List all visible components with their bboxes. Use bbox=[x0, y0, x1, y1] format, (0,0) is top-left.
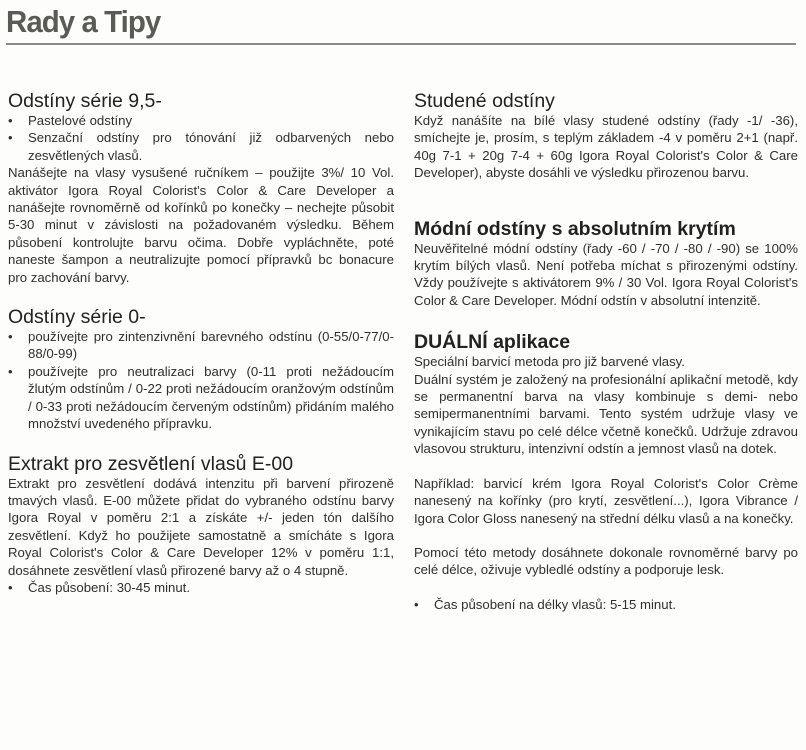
section-heading: Módní odstíny s absolutním krytím bbox=[414, 217, 736, 240]
section-heading: Studené odstíny bbox=[414, 90, 555, 112]
list-item: • používejte pro neutralizaci barvy (0-11 proti nežádoucím žlutým odstínům / 0-22 proti nežádoucím oranžovým odstínům / 0-33 proti nežádoucím červeným odstínům) přidáním malého množství uvedeného přípravku. bbox=[8, 363, 394, 433]
section-dual-application bbox=[414, 331, 798, 613]
bullet-list bbox=[414, 596, 798, 613]
bullet-list bbox=[8, 328, 394, 432]
page-title: Rady a Tipy bbox=[6, 4, 161, 39]
section-result: Pomocí této metody dosáhnete dokonale rovnoměrné barvy po celé délce, oživuje vybledlé odstíny a podporuje lesk. bbox=[414, 544, 798, 578]
section-heading: Odstíny série 9,5- bbox=[8, 90, 162, 112]
list-item: • Čas působení na délky vlasů: 5-15 minut. bbox=[414, 596, 798, 613]
list-item: • používejte pro zintenzivnění barevného odstínu (0-55/0-77/0-88/0-99) bbox=[8, 328, 394, 363]
section-heading: Odstíny série 0- bbox=[8, 306, 146, 329]
section-fashion-shades bbox=[414, 218, 798, 310]
section-body: Extrakt pro zesvětlení dodává intenzitu při barvení přirozeně tmavých vlasů. E-00 můžete přidat do vybraného odstínu barvy Igora Royal v poměru 2:1 a získáte +/- jeden tón dalšího zesvětlení. Když ho použijete samostatně a smícháte s Igora Royal Colorist's Color & Care Developer 12% v poměru 1:1, dosáhnete zesvětlení vlasů přirozené barvy až o 4 stupně. bbox=[8, 475, 394, 578]
section-body: Když nanášíte na bílé vlasy studené odstíny (řady -1/ -36), smíchejte je, prosím, s teplým základem -4 v poměru 2+1 (např. 40g 7-1 + 20g 7-4 + 60g Igora Royal Colorist's Color & Care Developer), abyste dosáhli ve výsledku přirozenou barvu. bbox=[414, 113, 798, 181]
list-item: • Čas působení: 30-45 minut. bbox=[8, 579, 394, 596]
section-intro: Speciální barvicí metoda pro již barvené vlasy. bbox=[414, 354, 685, 370]
list-item: • Pastelové odstíny bbox=[8, 112, 394, 129]
section-example: Například: barvicí krém Igora Royal Colorist's Color Crème nanesený na kořínky (pro krytí, zesvětlení...), Igora Vibrance / Igora Color Gloss nanesený na střední délku vlasů a na konečky. bbox=[414, 475, 798, 526]
left-column bbox=[8, 90, 394, 596]
section-series-0 bbox=[8, 306, 394, 432]
section-heading: Extrakt pro zesvětlení vlasů E-00 bbox=[8, 452, 294, 475]
list-item: • Senzační odstíny pro tónování již odbarvených nebo zesvětlených vlasů. bbox=[8, 129, 394, 164]
right-column bbox=[414, 90, 798, 613]
section-body: Nanášejte na vlasy vysušené ručníkem – použijte 3%/ 10 Vol. aktivátor Igora Royal Colorist's Color & Care Developer a nanášejte rovnoměrně od kořínků po konečky – nechejte působit 5-30 minut v závislosti na požadovaném výsledku. Během působení kontrolujte barvu očima. Dobře vypláchněte, poté naneste šampon a neutralizujte pomocí přípravků bc bonacure pro zachování barvy. bbox=[8, 165, 394, 285]
section-heading: DUÁLNÍ aplikace bbox=[414, 331, 571, 354]
title-divider bbox=[6, 43, 796, 45]
section-cool-shades bbox=[414, 90, 798, 182]
section-series-9-5 bbox=[8, 90, 394, 286]
bullet-list bbox=[8, 112, 394, 164]
section-extract-e00 bbox=[8, 453, 394, 597]
section-body: Neuvěřitelné módní odstíny (řady -60 / -70 / -80 / -90) se 100% krytím bílých vlasů. Není potřeba míchat s přirozenými odstíny. Vždy používejte s aktivátorem 9% / 30 Vol. Igora Royal Colorist's Color & Care Developer. Módní odstín v absolutní intenzitě. bbox=[414, 240, 798, 308]
bullet-list bbox=[8, 579, 394, 596]
section-body: Duální systém je založený na profesionální aplikační metodě, kdy se permanentní barva na vlasy kombinuje s demi- nebo semipermanentními barvami. Tento systém udržuje vlasy ve vynikajícím stavu po celé délce včetně konečků. Udržuje zdravou vlasovou strukturu, intenzivní odstín a jemnost vlasů na dotek. bbox=[414, 371, 798, 457]
